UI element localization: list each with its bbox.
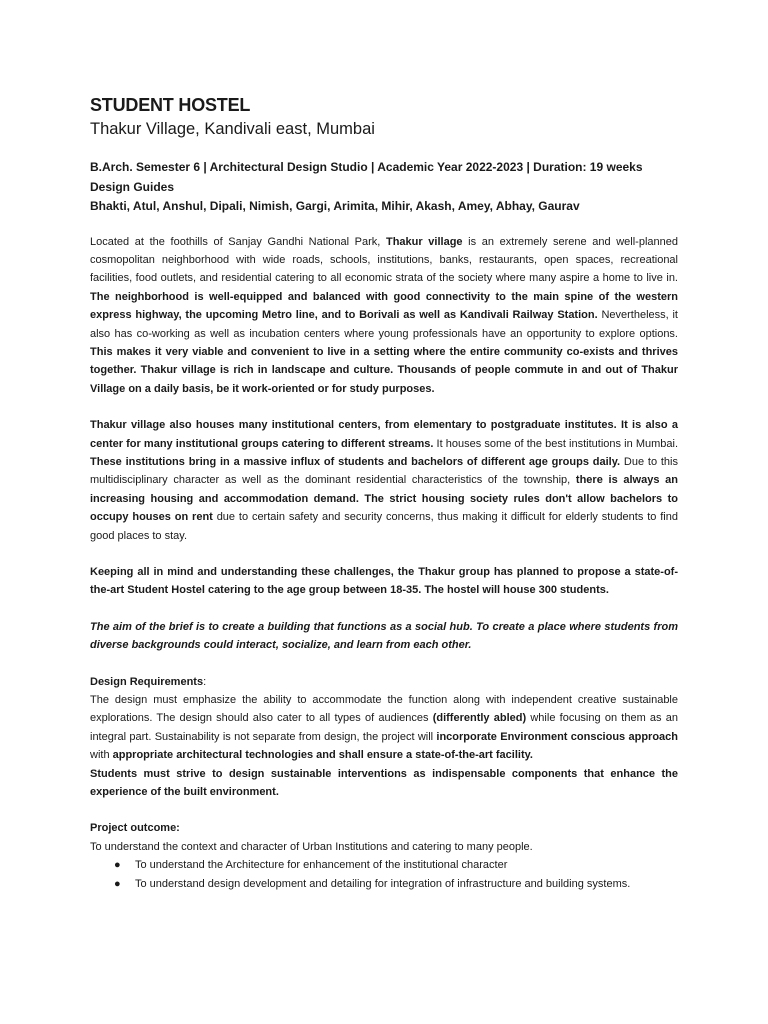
page-title: STUDENT HOSTEL	[90, 95, 251, 115]
design-guides-heading: Design Guides	[90, 179, 175, 194]
aim-statement: The aim of the brief is to create a building that functions as a social hub. To create a place where students from diverse backgrounds could interact, socialize, and learn from each other.	[90, 620, 678, 652]
design-requirements-emphasis: Students must strive to design sustainable interventions as indispensable components that enhance the experience of the built environment.	[90, 767, 678, 799]
document-body	[90, 94, 678, 893]
bullet-icon: ●	[114, 859, 121, 872]
bullet-icon: ●	[114, 877, 121, 890]
design-requirements-section	[90, 673, 678, 802]
project-outcome-list	[90, 856, 678, 893]
proposal-paragraph: Keeping all in mind and understanding these challenges, the Thakur group has planned to propose a state-of-the-art Student Hostel catering to the age group between 18-35. The hostel will house 300 students.	[90, 566, 678, 597]
design-requirements-label: Design Requirements:	[90, 675, 207, 688]
location-subtitle: Thakur Village, Kandivali east, Mumbai	[90, 120, 375, 138]
course-meta	[90, 158, 678, 217]
course-info-line: B.Arch. Semester 6 | Architectural Design Studio | Academic Year 2022-2023 | Duration: 19 weeks	[90, 160, 643, 174]
list-item: ● To understand the Architecture for enhancement of the institutional character	[90, 856, 678, 874]
project-outcome-intro: To understand the context and character of Urban Institutions and catering to many people.	[90, 840, 533, 853]
design-guides-names: Bhakti, Atul, Anshul, Dipali, Nimish, Gargi, Arimita, Mihir, Akash, Amey, Abhay, Gaurav	[90, 199, 580, 213]
context-paragraph: Located at the foothills of Sanjay Gandhi National Park, Thakur village is an extremely serene and well-planned cosmopolitan neighborhood with wide roads, schools, institutions, banks, restaurants, open spaces, recreational facilities, food outlets, and residential catering to all economic strata of the society where many aspire a home to live in. The neighborhood is well-equipped and balanced with good connectivity to the main spine of the western express highway, the upcoming Metro line, and to Borivali as well as Kandivali Railway Station. Nevertheless, it also has co-working as well as incubation centers where young professionals have an opportunity to explore options. This makes it very viable and convenient to live in a setting where the entire community co-exists and thrives together. Thakur village is rich in landscape and culture. Thousands of people commute in and out of Thakur Village on a daily basis, be it work-oriented or for study purposes.	[90, 235, 678, 395]
design-requirements-text: The design must emphasize the ability to accommodate the function along with independent creative sustainable explorations. The design should also cater to all types of audiences (differently abled) while focusing on them as an integral part. Sustainability is not separate from design, the project will incorporate Environment conscious approach with appropriate architectural technologies and shall ensure a state-of-the-art facility.	[90, 694, 679, 762]
project-outcome-label: Project outcome:	[90, 822, 180, 835]
project-outcome-section	[90, 819, 678, 893]
institutions-paragraph: Thakur village also houses many institutional centers, from elementary to postgraduate institutes. It is also a center for many institutional groups catering to different streams. It houses some of the best institutions in Mumbai. These institutions bring in a massive influx of students and bachelors of different age groups daily. Due to this multidisciplinary character as well as the dominant residential characteristics of the township, there is always an increasing housing and accommodation demand. The strict housing society rules don't allow bachelors to occupy houses on rent due to certain safety and security concerns, thus making it difficult for elderly students to find good places to stay.	[90, 419, 678, 542]
list-item: ● To understand design development and detailing for integration of infrastructure and building systems.	[90, 875, 678, 893]
